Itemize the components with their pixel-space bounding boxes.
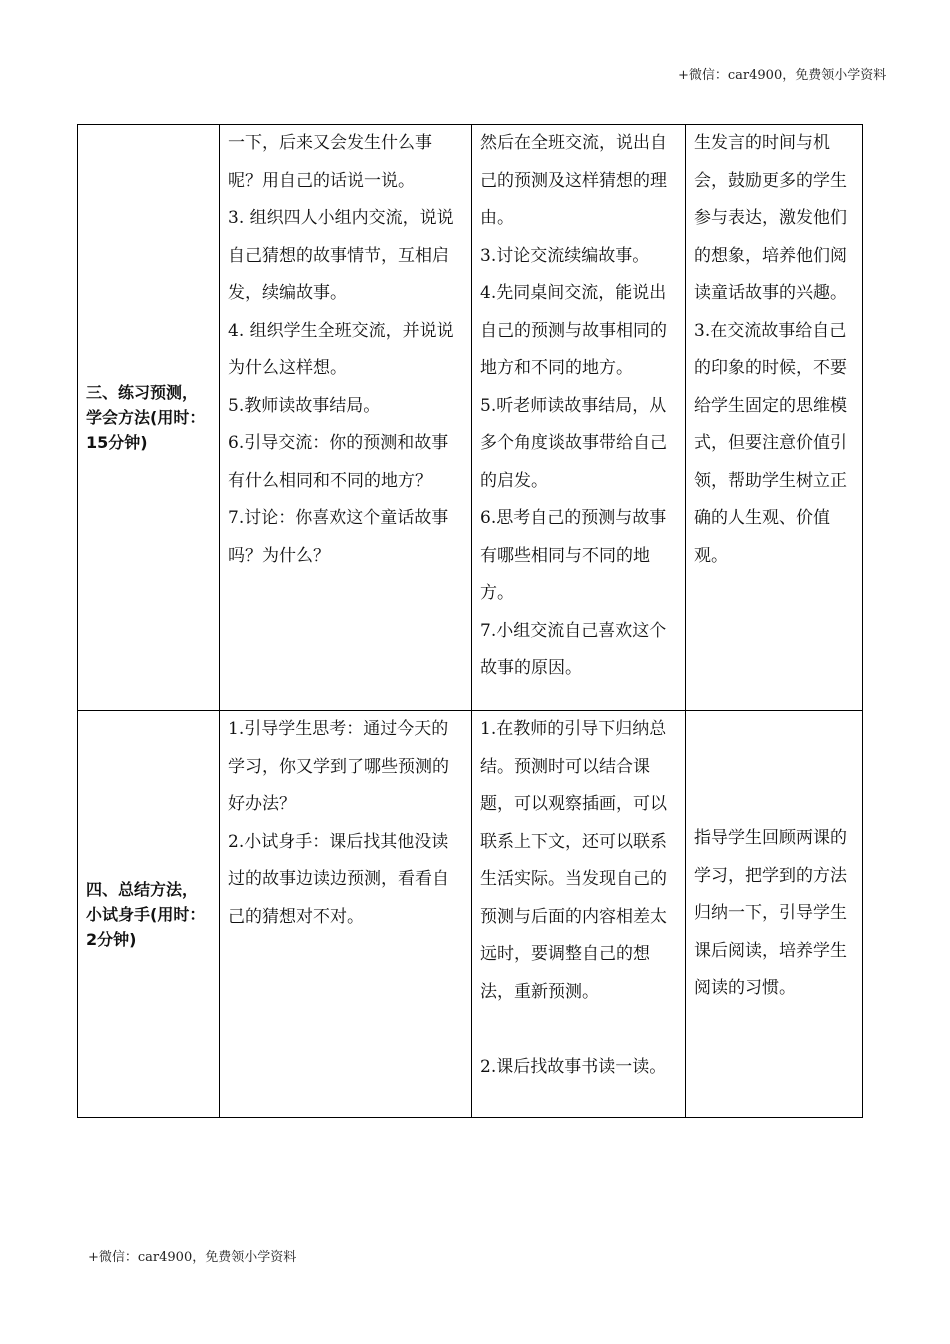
footer-note: +微信：car4900，免费领小学资料: [88, 1250, 297, 1265]
student-activity-cell: [472, 711, 686, 1118]
paragraph: 3.讨论交流续编故事。: [480, 245, 650, 266]
teacher-activity-cell: [220, 125, 472, 711]
paragraph: 6.思考自己的预测与故事有哪些相同与不同的地方。: [480, 508, 667, 603]
paragraph: 2.小试身手：课后找其他没读过的故事边读边预测，看看自己的猜想对不对。: [228, 831, 449, 927]
paragraph: 3. 组织四人小组内交流，说说自己猜想的故事情节，互相启发，续编故事。: [228, 208, 454, 303]
paragraph: 5.听老师读故事结局，从多个角度谈故事带给自己的启发。: [480, 395, 667, 491]
paragraph: 5.教师读故事结局。: [228, 395, 381, 416]
spacer: [480, 1011, 677, 1049]
paragraph: 4. 组织学生全班交流，并说说为什么这样想。: [228, 320, 454, 378]
header-note: +微信：car4900，免费领小学资料: [678, 68, 887, 83]
design-purpose-cell: [686, 711, 863, 1118]
paragraph: 一下，后来又会发生什么事呢？用自己的话说一说。: [228, 133, 432, 191]
paragraph: 生发言的时间与机会，鼓励更多的学生参与表达，激发他们的想象，培养他们阅读童话故事的兴趣。: [694, 133, 847, 303]
paragraph: 然后在全班交流，说出自己的预测及这样猜想的理由。: [480, 133, 667, 228]
table-row: [78, 711, 863, 1118]
teacher-activity-cell: [220, 711, 472, 1118]
design-purpose-cell: [686, 125, 863, 711]
stage-cell: 四、总结方法，小试身手(用时：2分钟): [78, 711, 220, 1118]
paragraph: 7.讨论：你喜欢这个童话故事吗？为什么？: [228, 508, 449, 566]
paragraph: 1.在教师的引导下归纳总结。预测时可以结合课题，可以观察插画，可以联系上下文，还可以联系生活实际。当发现自己的预测与后面的内容相差太远时，要调整自己的想法，重新预测。: [480, 719, 667, 1002]
paragraph: 7.小组交流自己喜欢这个故事的原因。: [480, 620, 667, 678]
stage-cell: 三、练习预测，学会方法(用时：15分钟): [78, 125, 220, 711]
paragraph: 4.先同桌间交流，能说出自己的预测与故事相同的地方和不同的地方。: [480, 283, 667, 378]
student-activity-cell: [472, 125, 686, 711]
paragraph: 1.引导学生思考：通过今天的学习，你又学到了哪些预测的好办法？: [228, 719, 449, 814]
paragraph: 3.在交流故事给自己的印象的时候，不要给学生固定的思维模式，但要注意价值引领，帮助学生树立正确的人生观、价值观。: [694, 320, 847, 566]
paragraph: 指导学生回顾两课的学习，把学到的方法归纳一下，引导学生课后阅读，培养学生阅读的习惯。: [694, 828, 847, 999]
table-row: [78, 125, 863, 711]
paragraph: 2.课后找故事书读一读。: [480, 1056, 667, 1077]
paragraph: 6.引导交流：你的预测和故事有什么相同和不同的地方？: [228, 433, 449, 491]
lesson-plan-table: [77, 124, 863, 1118]
